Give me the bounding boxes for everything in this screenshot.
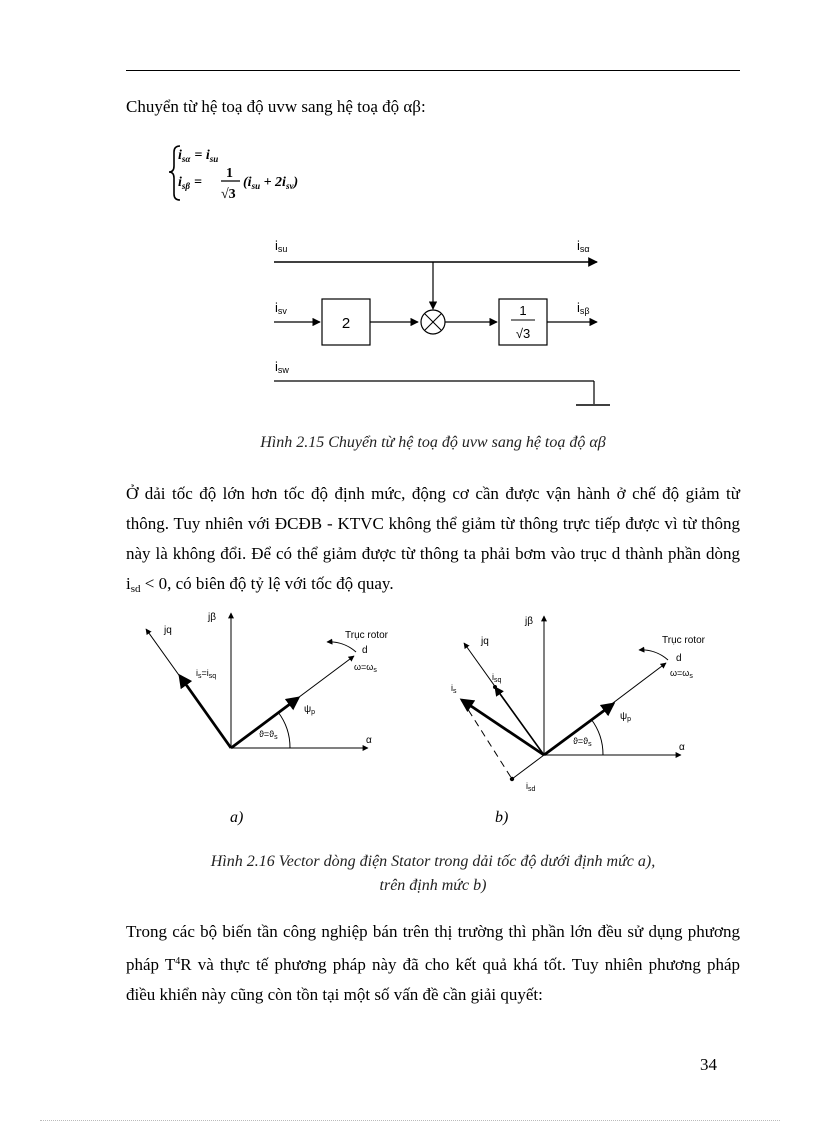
label-isw-sub: sw [277, 365, 289, 375]
caption-fig-2-16-line1: Hình 2.16 Vector dòng điện Stator trong dải tốc độ dưới định mức a), [210, 853, 656, 870]
formula-l1-lhs: i [178, 148, 182, 163]
svg-text:is [451, 683, 457, 695]
a-label-jbeta: jβ [208, 612, 216, 623]
a-label-theta-sub: s [274, 734, 278, 741]
svg-text:is=isq [196, 668, 216, 680]
b-angle-arc [591, 719, 603, 755]
formula-frac-num: 1 [226, 166, 233, 181]
b-dashed-projection [462, 700, 512, 779]
intro-text: Chuyển từ hệ toạ độ uvw sang hệ toạ độ αβ: [126, 97, 426, 116]
svg-text:ω=ωs [354, 662, 377, 674]
label-isu: i [275, 238, 278, 253]
b-vector-is [462, 700, 544, 755]
b-label-jbeta: jβ [525, 616, 533, 627]
label-isbeta: i [577, 300, 580, 315]
a-rotation-arc [327, 642, 356, 652]
paragraph-2-text: Trong các bộ biến tần công nghiệp bán trên thị trường thì phần lớn đều sử dụng phương pháp T [126, 922, 740, 974]
svg-text:ψp [620, 711, 631, 723]
svg-text:ω=ωs [670, 668, 693, 680]
a-label-d: d [362, 645, 368, 656]
a-label-theta: ϑ=ϑ [259, 729, 275, 739]
label-isbeta-sub: sβ [579, 306, 590, 316]
a-label-jq: jq [164, 625, 172, 636]
b-label-rotor: Trục rotor [662, 635, 705, 646]
a-label-omega: ω=ω [354, 662, 374, 672]
caption-fig-2-16 [126, 850, 740, 898]
svg-text:ϑ=ϑs [259, 729, 278, 741]
b-vector-isq [495, 687, 544, 755]
paragraph-1-text: Ở dải tốc độ lớn hơn tốc độ định mức, động cơ cần được vận hành ở chế độ giảm từ thông. Tuy nhiên với ĐCĐB - KTVC không thể giảm từ thông trực tiếp được vì từ thông này là không đổi. Để có thể giảm được từ thông ta phải bơm vào trục d thành phần dòng i [126, 484, 740, 593]
vector-diagram-b [451, 616, 706, 793]
gain-box-label: 2 [341, 315, 351, 332]
b-label-omega: ω=ω [670, 668, 690, 678]
formula-l1-lhs-sub: sα [181, 154, 191, 164]
formula-frac-den: √3 [221, 187, 236, 202]
b-label-isq: i [492, 672, 494, 682]
a-label-psi-sub: p [311, 709, 316, 716]
b-label-psi: ψ [620, 711, 628, 722]
b-axis-neg-d [512, 755, 544, 779]
b-isd-point [510, 777, 514, 781]
footer-rule [40, 1120, 780, 1121]
a-label-is-sub: s [198, 673, 202, 680]
a-vector-is [180, 676, 231, 748]
formula-l2-eq: = [194, 175, 202, 190]
label-isv: i [275, 300, 278, 315]
a-angle-arc [278, 712, 290, 748]
formula-l2-rest-sub1: su [251, 181, 261, 191]
paragraph-2-sup: 4 [175, 956, 181, 967]
label-isw: i [275, 359, 278, 374]
svg-text:ψp [304, 704, 315, 716]
a-vector-psi [231, 698, 298, 748]
b-label-is-sub: s [453, 688, 457, 695]
page-number: 34 [700, 1055, 717, 1074]
b-rotation-arc [639, 650, 668, 660]
caption-fig-2-15: Hình 2.15 Chuyển từ hệ toạ độ uvw sang hệ toạ độ αβ [260, 434, 606, 451]
label-isv-sub: sv [277, 306, 287, 316]
b-label-theta-sub: s [588, 741, 592, 748]
divisor-num: 1 [519, 303, 527, 318]
svg-text:isd [526, 781, 536, 793]
b-label-jq: jq [481, 636, 489, 647]
b-label-psi-sub: p [627, 716, 632, 723]
caption-fig-2-16-line2: trên định mức b) [379, 877, 487, 894]
label-a: a) [230, 809, 244, 826]
a-label-isq-sub: sq [208, 673, 217, 680]
label-isalpha-sub: sα [579, 244, 590, 254]
formula-l1-rhs-sub: su [209, 154, 219, 164]
b-label-isd: i [526, 781, 528, 791]
b-label-is: i [451, 683, 453, 693]
formula-l2-rest-sub2: sv [285, 181, 294, 191]
a-label-rotor: Trục rotor [345, 630, 388, 641]
paragraph-2-tail: R và thực tế phương pháp này đã cho kết quả khá tốt. Tuy nhiên phương pháp điều khiển này cũng còn tồn tại một số vấn đề cần giải quyết: [126, 955, 741, 1004]
a-label-omega-sub: s [373, 667, 377, 674]
b-isq-point [493, 685, 497, 689]
formula-l2-rest-end: ) [293, 175, 299, 190]
label-isu-sub: su [277, 244, 288, 254]
svg-text:ϑ=ϑs [573, 736, 592, 748]
paragraph-2 [126, 917, 740, 1010]
paragraph-1-tail: < 0, có biên độ tỷ lệ với tốc độ quay. [140, 574, 394, 593]
b-label-isd-sub: sd [528, 786, 536, 793]
a-label-alpha: α [366, 735, 372, 746]
b-label-omega-sub: s [689, 673, 693, 680]
formula-l2-lhs: i [178, 175, 182, 190]
formula-l2-rest-mid: + 2i [260, 175, 286, 190]
formula-l1-rhs: = i [194, 148, 210, 163]
svg-text:isq [492, 672, 502, 684]
b-label-alpha: α [679, 742, 685, 753]
divisor-den: √3 [515, 326, 531, 341]
b-label-d: d [676, 653, 682, 664]
formula-l2-lhs-sub: sβ [181, 181, 191, 191]
label-b: b) [495, 809, 509, 826]
vector-diagram-a [146, 612, 389, 748]
label-isalpha: i [577, 238, 580, 253]
a-label-isq: =i [201, 668, 209, 678]
b-label-isq-sub: sq [494, 677, 502, 684]
a-label-psi: ψ [304, 704, 312, 715]
b-label-theta: ϑ=ϑ [573, 736, 589, 746]
formula-l2-rest: (i [243, 175, 252, 190]
a-label-is: i [196, 668, 198, 678]
paragraph-1-sub: sd [130, 583, 141, 595]
